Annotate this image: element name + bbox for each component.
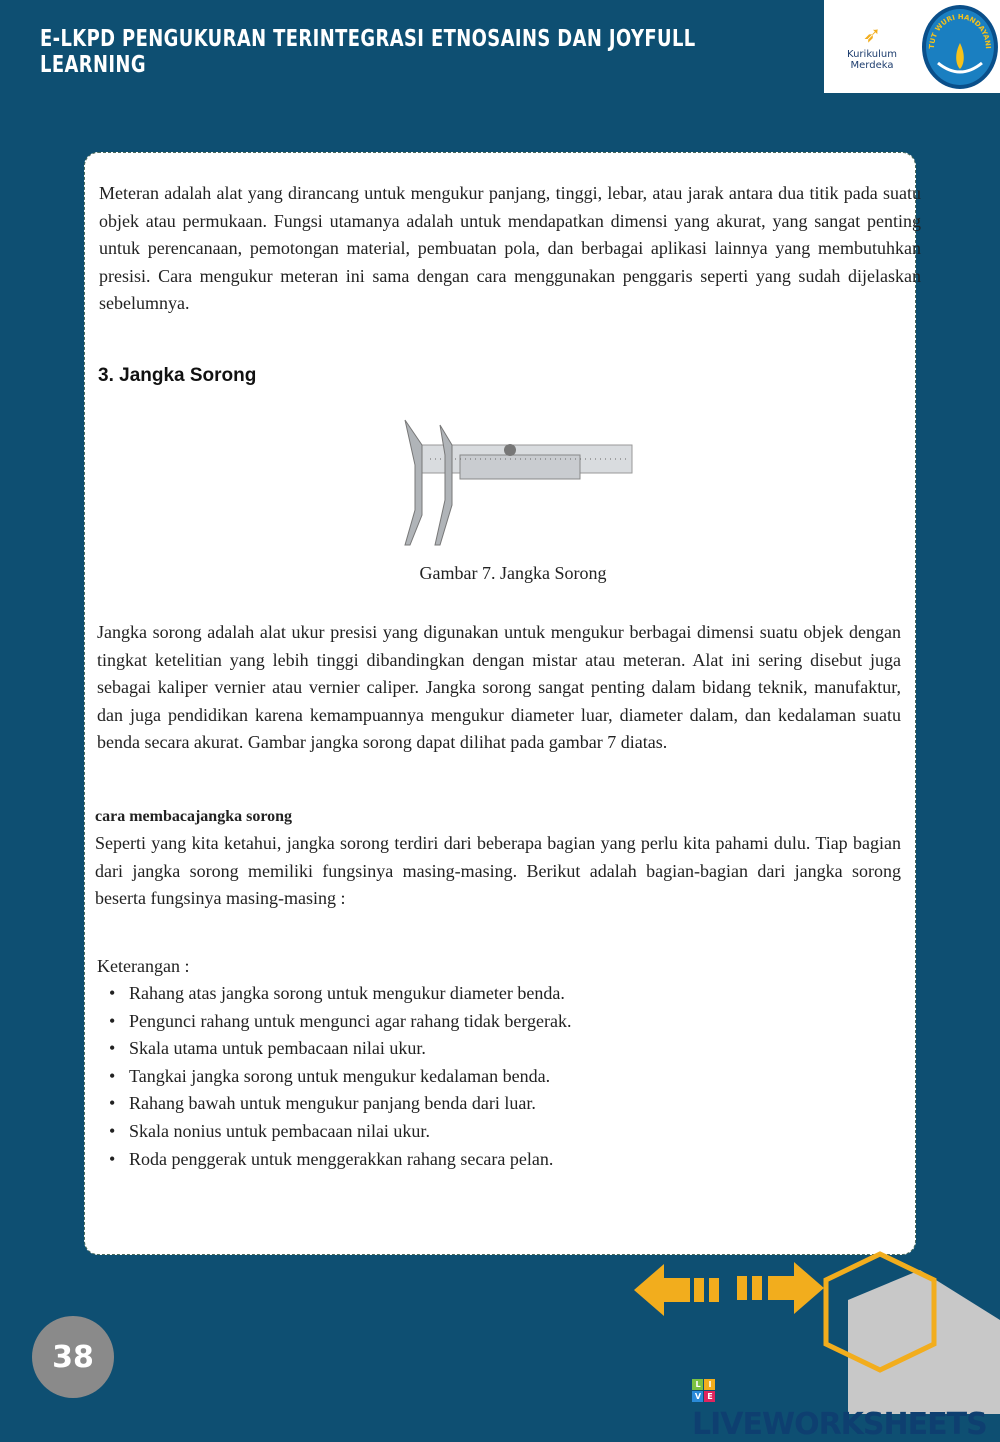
list-item: • Tangkai jangka sorong untuk mengukur kedalaman benda. <box>95 1063 917 1091</box>
list-item: • Pengunci rahang untuk mengunci agar rahang tidak bergerak. <box>95 1008 917 1036</box>
document-title: E-LKPD PENGUKURAN TERINTEGRASI ETNOSAINS DAN JOYFULL LEARNING <box>40 26 696 78</box>
section-heading: 3. Jangka Sorong <box>98 365 257 386</box>
paragraph-bagian: Seperti yang kita ketahui, jangka sorong terdiri dari beberapa bagian yang perlu kita pahami dulu. Tiap bagian dari jangka sorong memiliki fungsinya masing-masing. Berikut adalah bagian-bagian dari jangka sorong beserta fungsinya masing-masing : <box>95 833 901 909</box>
kurikulum-merdeka-logo: ➶ Kurikulum Merdeka <box>847 22 897 71</box>
list-item: • Rahang atas jangka sorong untuk mengukur diameter benda. <box>95 980 917 1008</box>
list-item: • Skala utama untuk pembacaan nilai ukur. <box>95 1035 917 1063</box>
parts-list <box>95 980 917 1173</box>
content-card <box>84 152 921 1255</box>
logos <box>824 0 1000 93</box>
list-item: • Rahang bawah untuk mengukur panjang benda dari luar. <box>95 1090 917 1118</box>
liveworksheets-logo: L I V E LIVEWORKSHEETS <box>692 1380 987 1442</box>
paragraph-jangka-sorong: Jangka sorong adalah alat ukur presisi yang digunakan untuk mengukur berbagai dimensi suatu objek dengan tingkat ketelitian yang lebih tinggi dibandingkan dengan mistar atau meteran. Alat ini sering disebut juga sebagai kaliper vernier atau vernier caliper. Jangka sorong sangat penting dalam bidang teknik, manufaktur, dan juga pendidikan karena kemampuannya mengukur diameter luar, diameter dalam, dan kedalaman suatu benda secara akurat. Gambar jangka sorong dapat dilihat pada gambar 7 diatas. <box>97 622 901 753</box>
subheading: cara membacajangka sorong <box>95 808 293 825</box>
list-item: • Roda penggerak untuk menggerakkan rahang secara pelan. <box>95 1146 917 1174</box>
paragraph-meteran: Meteran adalah alat yang dirancang untuk mengukur panjang, tinggi, lebar, atau jarak antara dua titik pada suatu objek atau permukaan. Fungsi utamanya adalah untuk mendapatkan dimensi yang akurat, yang sangat penting untuk perencanaan, pemotongan material, pembuatan pola, dan berbagai aplikasi lainnya yang membutuhkan presisi. Cara mengukur meteran ini sama dengan cara menggunakan penggaris seperti yang sudah dijelaskan sebelumnya. <box>99 183 921 314</box>
next-button[interactable] <box>736 1262 826 1318</box>
list-item: • Skala nonius untuk pembacaan nilai ukur. <box>95 1118 917 1146</box>
keterangan-label: Keterangan : <box>97 956 190 976</box>
figure-caption: Gambar 7. Jangka Sorong <box>419 563 607 583</box>
seal-text: TUT WURI HANDAYANI <box>927 12 993 49</box>
vernier-caliper-image <box>400 415 635 550</box>
page-number: 38 <box>32 1316 114 1398</box>
tut-wuri-handayani-logo <box>920 3 1000 91</box>
